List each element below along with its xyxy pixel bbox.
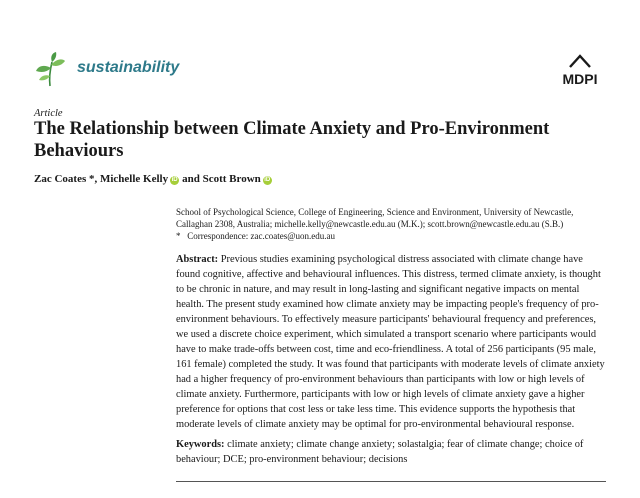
journal-name[interactable]: sustainability: [77, 59, 180, 76]
mdpi-logo[interactable]: [556, 53, 604, 87]
article-type: Article: [34, 108, 63, 119]
article-title: The Relationship between Climate Anxiety and Pro-Environment Behaviours: [34, 119, 550, 161]
orcid-icon[interactable]: iD: [171, 177, 178, 183]
abstract: [176, 252, 608, 432]
correspondence: * Correspondence: zac.coates@uon.edu.au: [176, 231, 335, 241]
abstract-label: Abstract:: [176, 254, 219, 265]
keywords: [176, 437, 608, 467]
orcid-icon[interactable]: iD: [264, 177, 271, 183]
affiliation-block: [176, 206, 608, 242]
affiliation: School of Psychological Science, College of Engineering, Science and Environment, University of Newcastle, Callaghan 2308, Australia; michelle.kelly@newcastle.edu.au (M.K.); scott.brown@newcastle.edu.au (S.B.): [176, 207, 574, 229]
sustainability-logo-icon: [34, 52, 66, 88]
author-list: [34, 173, 275, 185]
author-names-last: and Scott Brown: [182, 173, 261, 185]
keywords-text: climate anxiety; climate change anxiety; solastalgia; fear of climate change; choice of behaviour; DCE; pro-environment behaviour; decisions: [176, 439, 584, 465]
divider: [176, 481, 606, 482]
abstract-text: Previous studies examining psychological distress associated with climate change have found cognitive, affective and behavioural influences. This distress, termed climate anxiety, is thought to be chronic in nature, and may result in long-lasting and significant negative impacts on mental health. The present study examined how climate anxiety may be impacting people's frequency of pro-environment behaviours. To effectively measure participants' behavioural frequency and preferences, we used a discrete choice experiment, which simulated a transport scenario where participants would have to make trade-offs between cost, time and eco-friendliness. A total of 256 participants (95 male, 161 female) completed the study. It was found that participants with moderate levels of climate anxiety had a higher frequency of pro-environment behaviours than participants with low or high levels of climate anxiety. Furthermore, participants with low or high levels of climate anxiety gave a higher preference for options that cost less or take less time. This evidence supports the hypothesis that moderate levels of climate anxiety may be optimal for pro-environmental behavioural response.: [176, 254, 605, 430]
publisher-name: MDPI: [562, 71, 598, 87]
keywords-label: Keywords:: [176, 439, 225, 450]
author-names: Zac Coates *, Michelle Kelly: [34, 173, 169, 185]
